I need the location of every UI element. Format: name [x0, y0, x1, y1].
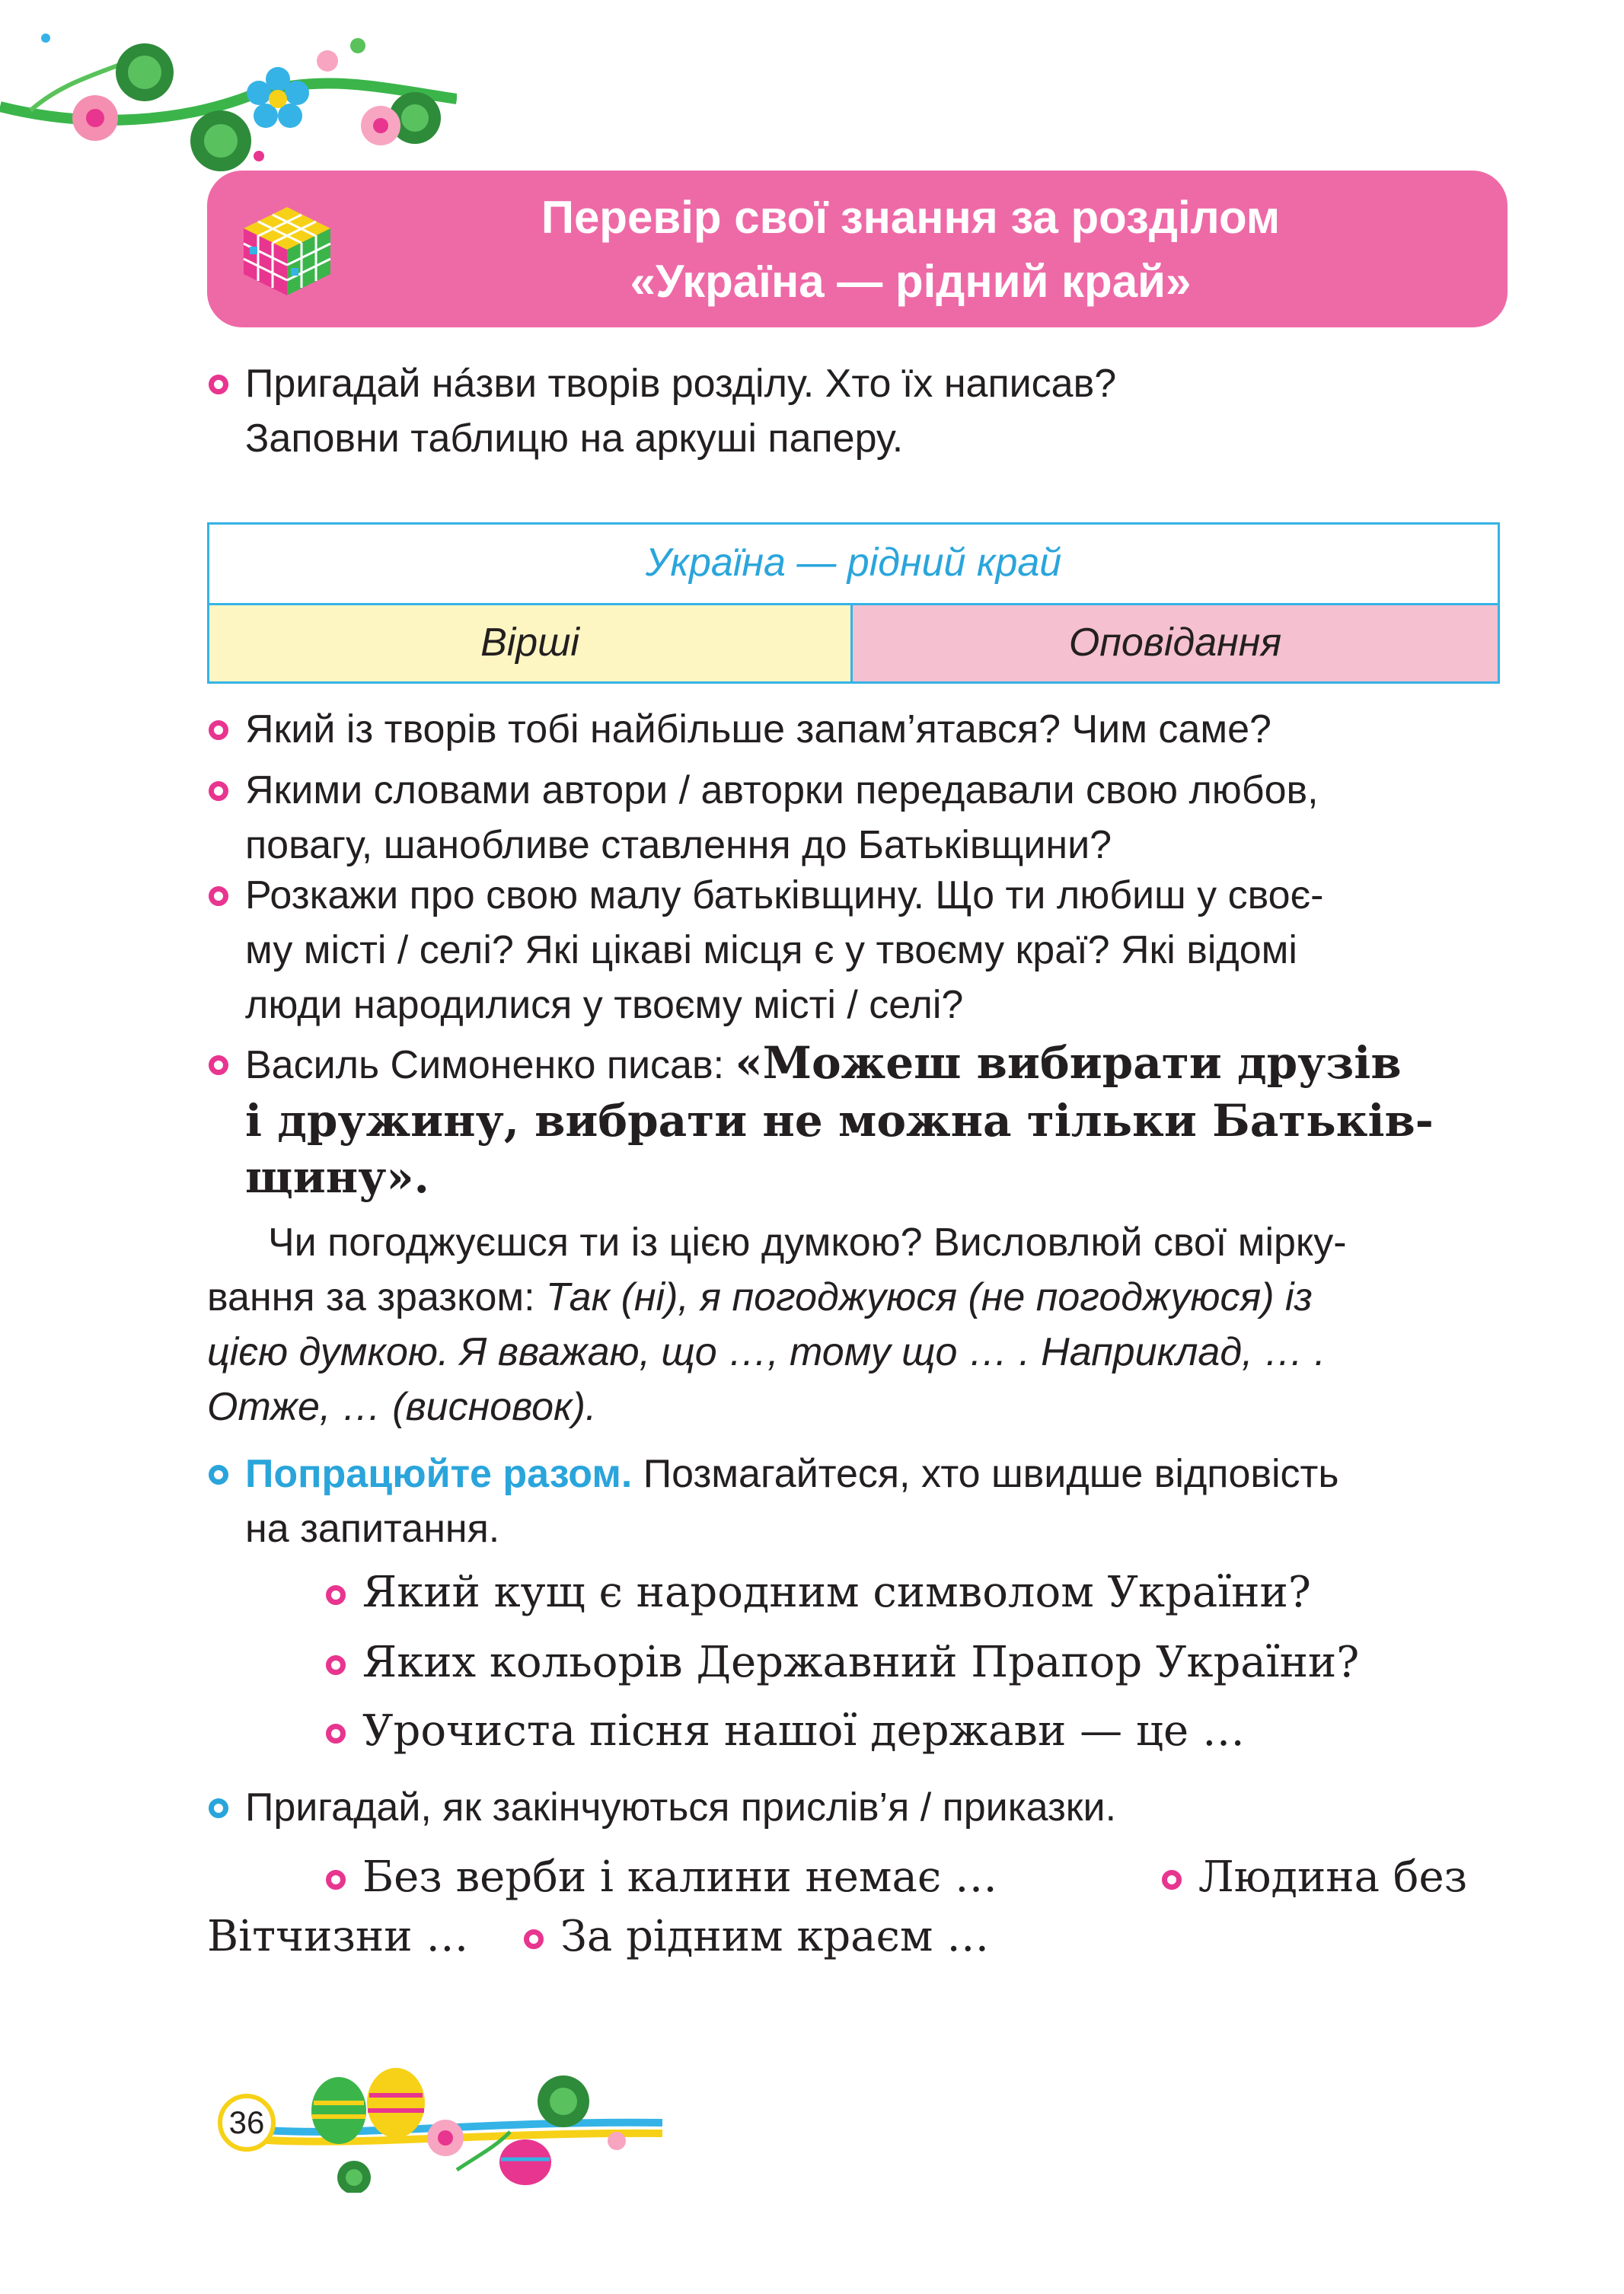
question-1	[245, 702, 1271, 757]
team-question-2: Яких кольорів Державний Прапор України?	[362, 1638, 1360, 1687]
bullet-icon	[209, 375, 228, 394]
teamwork-task	[245, 1447, 1338, 1556]
proverb-1: Без верби і калини немає …	[362, 1852, 998, 1902]
proverb-3: За рідним краєм …	[560, 1912, 990, 1961]
intro-line-1: Пригадай нáзви творів розділу. Хто їх написав?	[245, 362, 1117, 406]
teamwork-line-1: Позмагайтеся, хто швидше відповість	[632, 1452, 1339, 1496]
opinion-line-3: цією думкою. Я вважаю, що …, тому що … . Наприклад, … .	[207, 1330, 1326, 1374]
bullet-icon	[209, 781, 228, 801]
bullet-icon	[1162, 1870, 1182, 1890]
floral-decoration-top	[0, 15, 457, 175]
bullet-icon	[209, 720, 228, 740]
proverb-2-continuation: Вітчизни …	[207, 1912, 469, 1961]
question-line: Якими словами автори / авторки передавали свою любов,	[245, 768, 1319, 812]
teamwork-label: Попрацюйте разом.	[245, 1452, 633, 1496]
bullet-icon	[209, 886, 228, 906]
rubiks-cube-icon	[238, 201, 337, 300]
team-question-1: Який кущ є народним символом України?	[362, 1568, 1311, 1617]
proverbs-intro: Пригадай, як закінчуються прислів’я / приказки.	[245, 1785, 1117, 1830]
easter-eggs-decoration	[206, 2056, 678, 2193]
opinion-line-4: Отже, … (висновок).	[207, 1385, 597, 1429]
quote-text-line-2: і дружину, вибрати не можна тільки Батьків-	[245, 1095, 1434, 1147]
opinion-line-2b: Так (ні), я погоджуюся (не погоджуюся) із	[546, 1275, 1313, 1319]
question-line: Розкажи про свою малу батьківщину. Що ти любиш у своє-	[245, 873, 1324, 917]
proverb-2: Людина без	[1198, 1852, 1468, 1902]
teamwork-line-2: на запитання.	[245, 1507, 500, 1551]
table-title: Україна — рідний край	[209, 525, 1498, 605]
section-title	[344, 186, 1477, 314]
intro-task	[245, 356, 1116, 466]
intro-line-2: Заповни таблицю на аркуші паперу.	[245, 416, 904, 461]
works-table	[207, 522, 1500, 684]
question-line: повагу, шанобливе ставлення до Батьківщини?	[245, 823, 1112, 867]
question-line: му місті / селі? Які цікаві місця є у твоєму краї? Які відомі	[245, 928, 1297, 972]
table-column-stories: Оповідання	[853, 605, 1498, 681]
quote-intro: Василь Симоненко писав:	[245, 1043, 735, 1087]
bullet-icon	[209, 1465, 228, 1485]
section-header	[207, 171, 1508, 327]
bullet-icon	[524, 1929, 544, 1949]
table-column-poems: Вірші	[209, 605, 853, 681]
question-line: Який із творів тобі найбільше запам’ятався? Чим саме?	[245, 707, 1271, 751]
bullet-icon	[326, 1724, 346, 1744]
section-title-line-2: «Україна — рідний край»	[630, 256, 1192, 307]
question-2	[245, 763, 1319, 873]
bullet-icon	[209, 1055, 228, 1075]
question-line: люди народилися у твоєму місті / селі?	[245, 983, 964, 1027]
quote-text-line-3: щину».	[245, 1151, 429, 1203]
page-number: 36	[218, 2094, 276, 2152]
opinion-line-1: Чи погоджуєшся ти із цією думкою? Висловлюй свої мірку-	[268, 1220, 1347, 1265]
quote-text-line-1: «Можеш вибирати друзів	[735, 1037, 1402, 1089]
section-title-line-1: Перевір свої знання за розділом	[541, 192, 1281, 243]
team-question-3: Урочиста пісня нашої держави — це …	[362, 1706, 1245, 1756]
bullet-icon	[326, 1870, 346, 1890]
opinion-paragraph	[207, 1215, 1509, 1434]
bullet-icon	[209, 1798, 228, 1818]
bullet-icon	[326, 1585, 346, 1605]
quote-block	[245, 1035, 1434, 1205]
question-3	[245, 868, 1323, 1032]
bullet-icon	[326, 1655, 346, 1675]
opinion-line-2a: вання за зразком:	[207, 1275, 547, 1319]
